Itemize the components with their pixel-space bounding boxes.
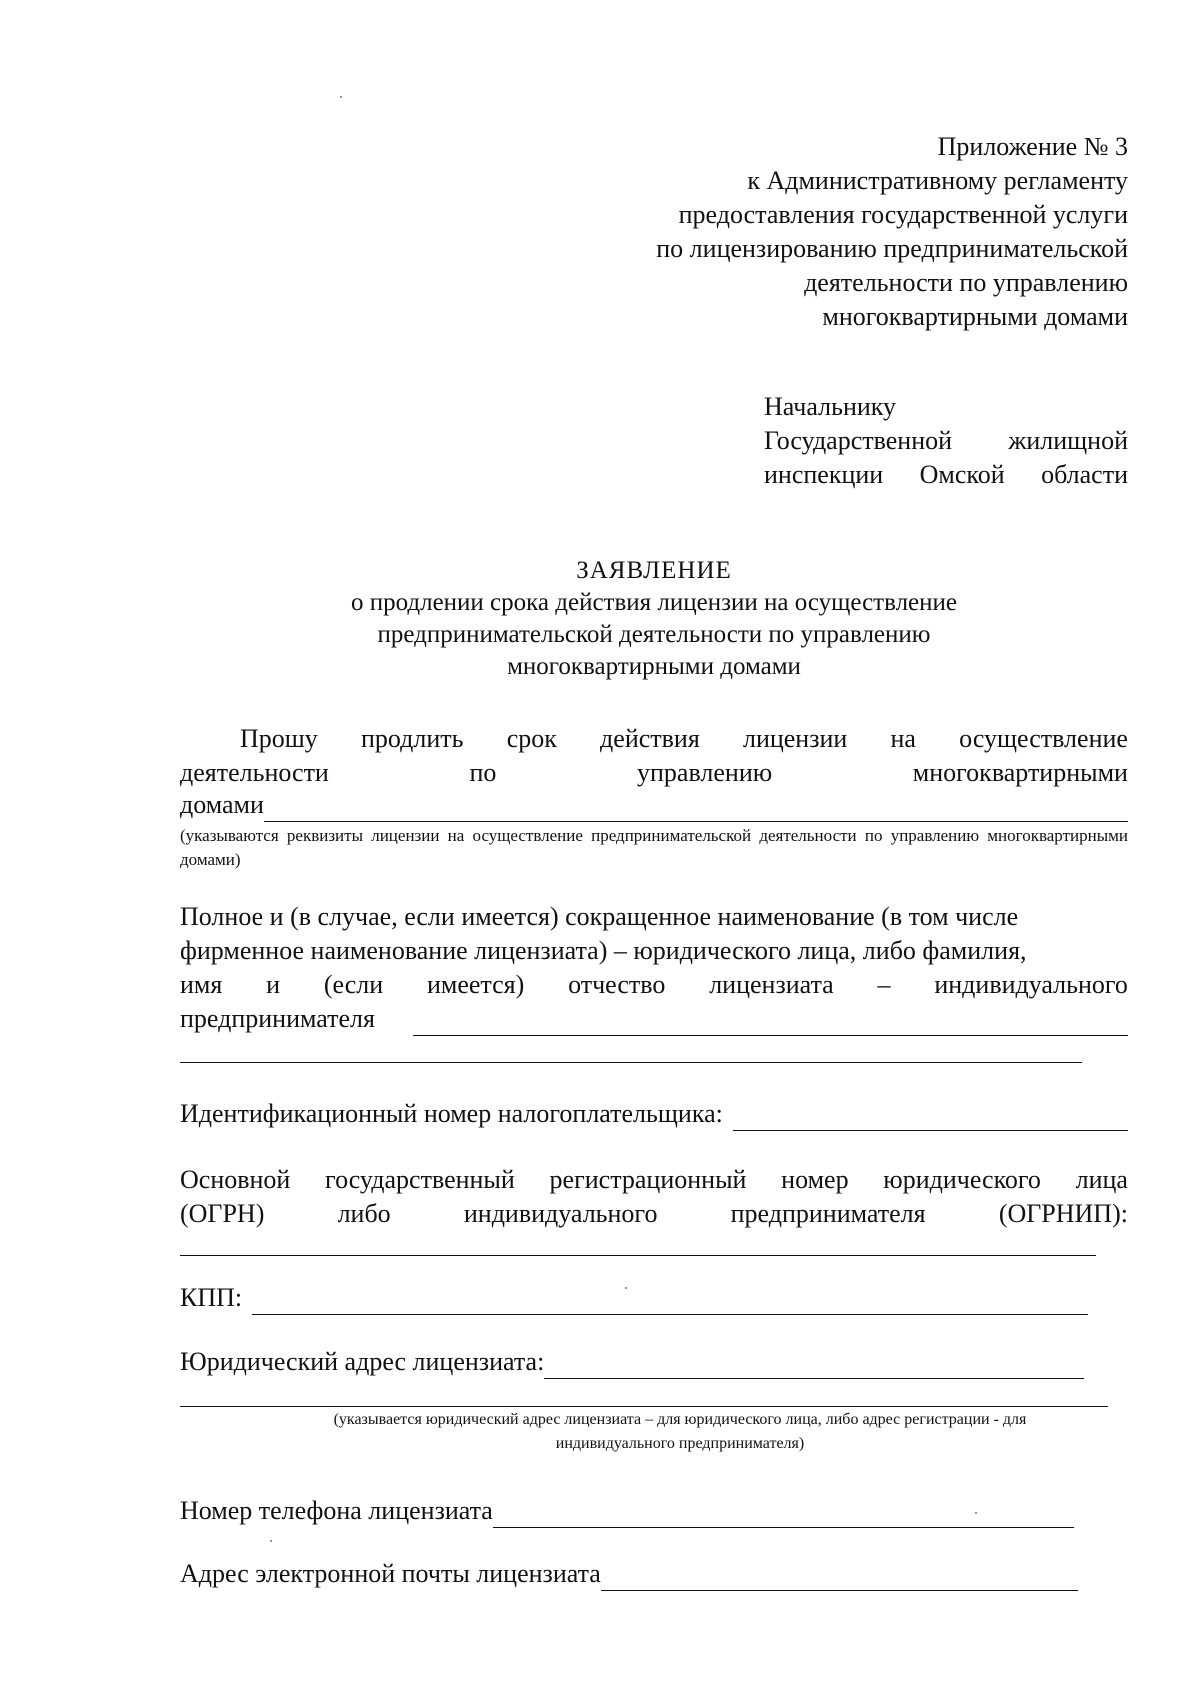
word: осуществление <box>959 724 1128 753</box>
appendix-line: по лицензированию предпринимательской <box>656 234 1128 263</box>
word: – <box>877 970 891 999</box>
word: срок <box>506 724 557 753</box>
appendix-line: к Административному регламенту <box>747 166 1128 195</box>
addressee-line: Начальнику <box>764 392 897 421</box>
full-name-row <box>180 1002 1128 1036</box>
document-title <box>180 555 1128 683</box>
legal-address-field-continuation[interactable] <box>180 1406 1108 1407</box>
word: имя <box>180 970 223 999</box>
license-details-field[interactable] <box>264 799 1128 822</box>
kpp-field[interactable] <box>252 1288 1088 1315</box>
title-line: о продлении срока действия лицензии на осуществление <box>350 589 958 616</box>
word: продлить <box>360 724 464 753</box>
scan-speck <box>270 1540 272 1542</box>
kpp-block <box>180 1281 1128 1315</box>
legal-address-hint-line: индивидуального предпринимателя) <box>555 1435 805 1452</box>
email-field[interactable] <box>601 1564 1078 1591</box>
legal-address-hint-line: (указывается юридический адрес лицензиата – для юридического лица, либо адрес регистрации - для <box>333 1411 1027 1428</box>
word: либо <box>337 1199 391 1228</box>
word: деятельности <box>180 758 329 787</box>
inn-block <box>180 1097 1128 1131</box>
legal-address-row <box>180 1345 1128 1379</box>
phone-field[interactable] <box>493 1501 1074 1528</box>
title-line: многоквартирными домами <box>507 653 801 680</box>
kpp-row <box>180 1281 1128 1315</box>
addressee-line: инспекции Омской области <box>764 460 1128 489</box>
word: на <box>890 724 916 753</box>
legal-address-field[interactable] <box>544 1352 1084 1379</box>
word: Основной <box>180 1165 291 1194</box>
word: многоквартирными <box>912 758 1128 787</box>
full-name-label: предпринимателя <box>180 1004 375 1033</box>
title-line: предпринимательской деятельности по управлению <box>377 621 931 648</box>
word: отчество <box>568 970 666 999</box>
ogrn-line-1 <box>180 1163 1128 1197</box>
word: имеется) <box>426 970 525 999</box>
email-row <box>180 1557 1128 1591</box>
license-details-row <box>180 790 1128 822</box>
legal-address-block <box>180 1345 1128 1379</box>
kpp-label: КПП: <box>180 1283 243 1312</box>
word: юридического <box>883 1165 1041 1194</box>
license-details-hint: (указываются реквизиты лицензии на осуществление предпринимательской деятельности по управлению многоквартирными домами) <box>180 826 1128 869</box>
appendix-line: многоквартирными домами <box>822 302 1128 331</box>
full-name-line-3 <box>180 968 1128 1002</box>
license-details-label: домами <box>180 790 264 819</box>
addressee-block <box>764 390 1128 492</box>
legal-address-label: Юридический адрес лицензиата: <box>180 1347 545 1376</box>
phone-label: Номер телефона лицензиата <box>180 1496 493 1525</box>
ogrn-field[interactable] <box>180 1255 1096 1256</box>
ogrn-line-2 <box>180 1197 1128 1231</box>
word: лица <box>1075 1165 1128 1194</box>
word: индивидуального <box>934 970 1128 999</box>
word: индивидуального <box>463 1199 658 1228</box>
full-name-field[interactable] <box>413 1009 1128 1036</box>
legal-address-hint <box>230 1408 1130 1456</box>
word: номер <box>781 1165 849 1194</box>
addressee-line: Государственной жилищной <box>764 426 1128 455</box>
appendix-line: предоставления государственной услуги <box>678 200 1128 229</box>
word: государственный <box>325 1165 515 1194</box>
inn-label: Идентификационный номер налогоплательщика: <box>180 1099 723 1128</box>
email-label: Адрес электронной почты лицензиата <box>180 1559 601 1588</box>
request-paragraph <box>180 722 1128 872</box>
email-block <box>180 1557 1128 1591</box>
inn-field[interactable] <box>733 1104 1128 1131</box>
word: Прошу <box>240 724 318 753</box>
word: лицензиата <box>709 970 834 999</box>
full-name-line-2: фирменное наименование лицензиата) – юридического лица, либо фамилия, <box>180 936 1027 965</box>
inn-row <box>180 1097 1128 1131</box>
word: регистрационный <box>549 1165 747 1194</box>
request-line-2 <box>180 756 1128 790</box>
word: и <box>266 970 281 999</box>
word: (если <box>323 970 384 999</box>
ogrn-block <box>180 1163 1128 1231</box>
scan-speck <box>340 96 342 98</box>
request-line-1 <box>180 722 1128 756</box>
word: предпринимателя <box>730 1199 926 1228</box>
phone-block <box>180 1494 1128 1528</box>
appendix-line: деятельности по управлению <box>804 268 1128 297</box>
full-name-paragraph <box>180 900 1128 1036</box>
word: по <box>469 758 497 787</box>
appendix-line: Приложение № 3 <box>937 132 1128 161</box>
word: (ОГРН) <box>180 1199 265 1228</box>
full-name-line-1: Полное и (в случае, если имеется) сокращенное наименование (в том числе <box>180 902 1019 931</box>
word: (ОГРНИП): <box>998 1199 1128 1228</box>
word: лицензии <box>742 724 848 753</box>
appendix-header <box>508 130 1128 334</box>
word: управлению <box>637 758 773 787</box>
word: действия <box>600 724 700 753</box>
full-name-field-continuation[interactable] <box>180 1062 1082 1063</box>
phone-row <box>180 1494 1128 1528</box>
title-heading: ЗАЯВЛЕНИЕ <box>576 557 732 584</box>
